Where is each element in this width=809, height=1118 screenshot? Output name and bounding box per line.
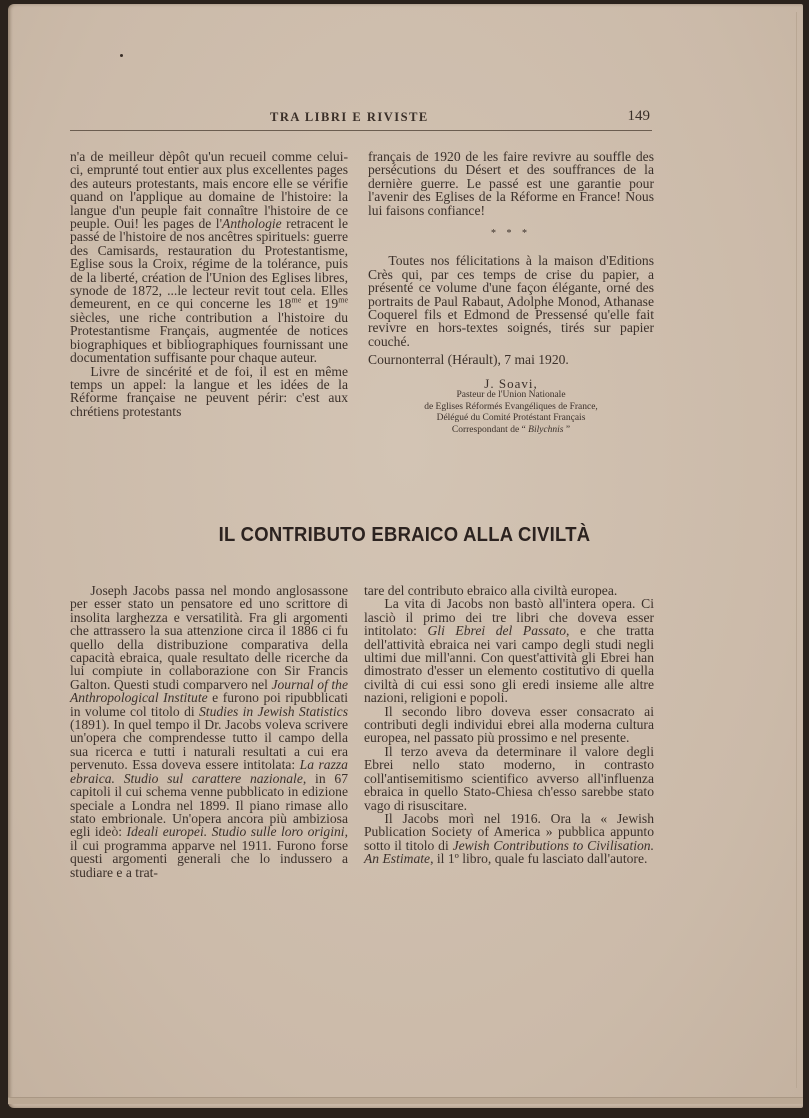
- signature-name: J. Soavi,: [484, 375, 538, 391]
- paragraph: Joseph Jacobs passa nel mondo anglosassone per esser stato un pensatore ed uno scrittore di insolita larghezza e versatilità. Fra gli argomenti che attrassero la sua attenzione circa il 1886 ci fu quello della distribuzione comparativa della capacità ebraica, quale resultato delle ricerche da lui compiute in collaborazione con Sir Francis Galton. Questi studi comparvero nel Journal of the Anthropological Institute e furono poi ripubblicati in volume col titolo di Studies in Jewish Statistics (1891). In quel tempo il Dr. Jacobs voleva scrivere un'opera che comprendesse tutto il campo della sua ricerca e tutti i naturali resultati a cui era pervenuto. Essa doveva essere intitolata: La razza ebraica. Studio sul carattere nazionale, in 67 capitoli il cui schema venne pubblicato in edizione speciale a Londra nel 1899. Il piano rimase allo stato embrionale. Un'opera ancora più ambiziosa egli ideò: Ideali europei. Studio sulle loro origini, il cui programma apparve nel 1911. Furono forse questi argomenti generali che lo indussero a studiare e a trat-: [70, 583, 349, 880]
- paragraph: Il secondo libro doveva esser consacrato ai contributi degli individui ebrei alla moderna cultura europea, nel passato più prossimo e nel presente.: [364, 703, 654, 746]
- italic-title: Anthologie: [222, 216, 282, 232]
- page-number: 149: [627, 108, 650, 124]
- paper-speck: [120, 54, 123, 57]
- article-title: IL CONTRIBUTO EBRAICO ALLA CIVILTÀ: [218, 523, 591, 546]
- signature-line: Pasteur de l'Union Nationale: [456, 390, 566, 401]
- paragraph: Toutes nos félicitations à la maison d'Editions Crès qui, par ces temps de crise du papier, a présenté ce volume d'une façon élégante, orné des portraits de Paul Rabaut, Adolphe Monod, Athanase Coquerel fils et Edmond de Pressensé qu'elle fait revivre en hors-textes soignés, tirés sur papier couché.: [368, 253, 654, 349]
- paragraph: Il terzo aveva da determinare il valore degli Ebrei nello stato moderno, in contrasto coll'antisemitismo scientifico avverso all'influenza ebraica in quello Stato-Chiesa ch'esso sarebbe stato vago di risuscitare.: [364, 743, 654, 813]
- page-stack-edge: [8, 1097, 803, 1104]
- signature-line: de Eglises Réformés Evangéliques de France,: [424, 401, 598, 412]
- signature-line: Correspondant de “ Bilychnis ”: [451, 424, 571, 435]
- paragraph: Il Jacobs morì nel 1916. Ora la « Jewish Publication Society of America » pubblica appunto sotto il titolo di Jewish Contributions to Civilisation. An Estimate, il 1º libro, quale fu lasciato dall'autore.: [364, 810, 654, 867]
- article-left-column: [70, 584, 348, 879]
- article-right-column: [364, 584, 654, 866]
- paragraph: La vita di Jacobs non bastò all'intera opera. Ci lasciò il primo dei tre libri che doveva esser intitolato: Gli Ebrei del Passato, e che tratta dell'attività ebraica nei vari campo degli studi negli ultimi due mill'anni. Con quest'attività gli Ebrei han dimostrato d'esser un elemento costitutivo di quella civiltà di cui essi sono gli eredi insieme alle altre nazioni, religioni e popoli.: [364, 596, 655, 706]
- running-head: [70, 108, 652, 131]
- paragraph: tare del contributo ebraico alla civiltà europea.: [364, 583, 618, 598]
- top-right-column: [368, 150, 654, 436]
- paragraph: n'a de meilleur dèpôt qu'un recueil comme celui-ci, emprunté tout entier aux plus excellentes pages des auteurs protestants, mais encore elle se vérifie quand on l'applique au domaine de l'histoire: la langue d'un peuple fait connaître l'histoire de ce peuple. Oui! les pages de l'Anthologie retracent le passé de l'histoire de nos ancêtres spirituels: guerre des Camisards, restauration du Protestantisme, Eglise sous la Croix, régime de la tolérance, puis de la liberté, création de l'Union des Eglises libres, synode de 1872, ...le lecteur revit tout cela. Elles demeurent, en ce qui concerne les $18^{me}$ et $19^{me}$ siècles, une riche contribution a l'histoire du Protestantisme Français, augmentée de notices biographiques et bibliographiques fournissant une documentation suffisante pour chaque auteur.: [70, 149, 348, 366]
- section-separator: * * *: [491, 228, 531, 240]
- signature-line: Délégué du Comité Protéstant Français: [436, 413, 586, 424]
- running-head-title: TRA LIBRI E RIVISTE: [270, 110, 429, 124]
- dateline: Cournonterral (Hérault), 7 mai 1920.: [368, 352, 569, 368]
- page-edge: [796, 12, 797, 1088]
- paragraph: Livre de sincérité et de foi, il est en même temps un appel: la langue et les idées de la Réforme française ne peuvent périr: c'est aux chrétiens protestants: [70, 363, 348, 419]
- top-left-column: [70, 150, 348, 418]
- paragraph: français de 1920 de les faire revivre au souffle des persécutions du Désert et des souffrances de la dernière guerre. Le passé est une garantie pour l'avenir des Eglises de la Réforme en France! Nous lui faisons confiance!: [368, 149, 654, 218]
